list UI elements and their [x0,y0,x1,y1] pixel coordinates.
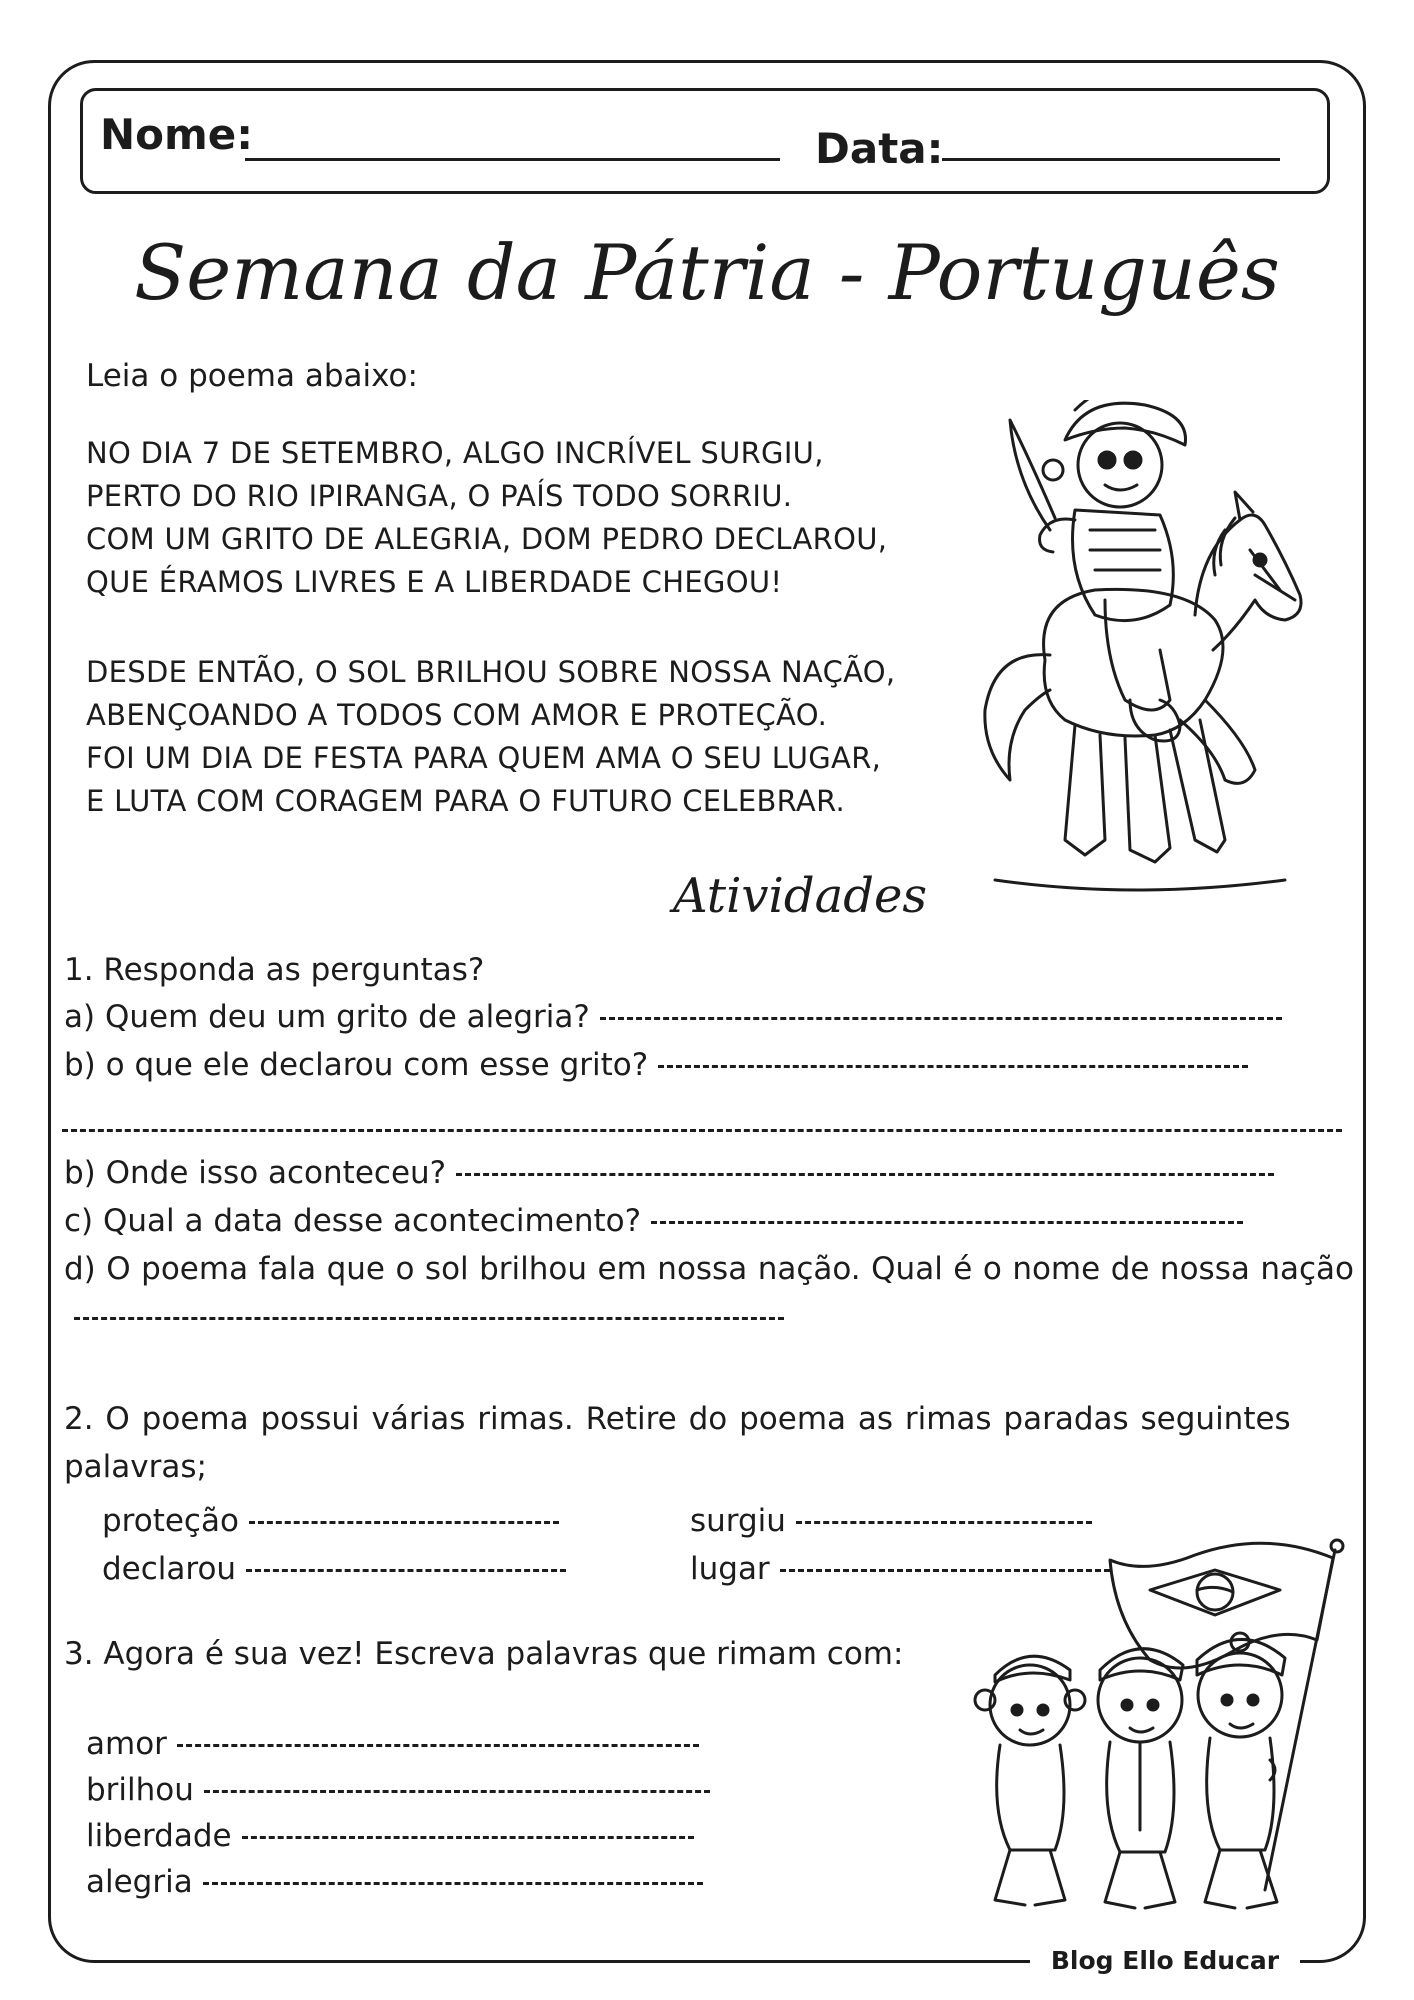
q1b-text: b) o que ele declarou com esse grito? [64,1047,649,1083]
children-marching-with-flag-illustration [935,1530,1355,1930]
q2-item-declarou [102,1545,566,1593]
poem-stanza-2 [86,651,895,823]
q1b2-row [64,1149,1274,1197]
q3-word: brilhou [86,1772,194,1808]
q1-heading: 1. Responda as perguntas? [64,952,485,988]
q3-word: amor [86,1726,167,1762]
q1b-answer-line-2[interactable] [62,1129,1342,1132]
q1a-row [64,993,1282,1041]
poem-line: E LUTA COM CORAGEM PARA O FUTURO CELEBRAR. [86,784,846,818]
q2-word: declarou [102,1551,237,1587]
header-box [80,88,1330,194]
q1a-text: a) Quem deu um grito de alegria? [64,999,590,1035]
q2-text: 2. O poema possui várias rimas. Retire do poema as rimas paradas seguintes palavras; [64,1401,1291,1485]
name-field[interactable] [245,158,780,161]
poem-line: NO DIA 7 DE SETEMBRO, ALGO INCRÍVEL SURGIU, [86,436,824,470]
q1b-row [64,1041,1248,1089]
q1b2-answer-line[interactable] [456,1173,1274,1176]
poem-line: ABENÇOANDO A TODOS COM AMOR E PROTEÇÃO. [86,698,828,732]
q1b-answer-line[interactable] [658,1065,1248,1068]
q2-answer-line[interactable] [249,1521,559,1524]
q2-word: proteção [102,1503,239,1539]
q1d-answer-line[interactable] [74,1317,784,1320]
q3-item-brilhou [86,1766,710,1814]
q1d-text: d) O poema fala que o sol brilhou em nossa nação. Qual é o nome de nossa nação [64,1251,1354,1287]
boy-on-horse-illustration [955,400,1315,900]
q3-answer-line[interactable] [242,1836,694,1839]
q1c-answer-line[interactable] [651,1221,1243,1224]
q1d-row [64,1245,1354,1341]
poem-line: QUE ÉRAMOS LIVRES E A LIBERDADE CHEGOU! [86,565,783,599]
q3-item-amor [86,1720,699,1768]
name-label: Nome: [100,110,254,159]
q1b2-text: b) Onde isso aconteceu? [64,1155,447,1191]
q3-text: 3. Agora é sua vez! Escreva palavras que rimam com: [64,1636,904,1672]
q2-answer-line[interactable] [796,1521,1092,1524]
poem-intro: Leia o poema abaixo: [86,358,418,394]
footer-credit: Blog Ello Educar [1050,1946,1280,1975]
q1c-text: c) Qual a data desse acontecimento? [64,1203,642,1239]
q3-word: liberdade [86,1818,232,1854]
q2-item-protecao [102,1497,559,1545]
date-label: Data: [815,124,944,173]
poem-line: COM UM GRITO DE ALEGRIA, DOM PEDRO DECLAROU, [86,522,888,556]
page-title: Semana da Pátria - Português [134,228,1280,317]
poem-line: PERTO DO RIO IPIRANGA, O PAÍS TODO SORRIU. [86,479,793,513]
q2-word: lugar [690,1551,770,1587]
poem-line: DESDE ENTÃO, O SOL BRILHOU SOBRE NOSSA NAÇÃO, [86,655,896,689]
q3-word: alegria [86,1864,193,1900]
date-field[interactable] [942,158,1280,161]
q2-answer-line[interactable] [246,1569,566,1572]
q3-item-alegria [86,1858,703,1906]
q3-answer-line[interactable] [204,1790,710,1793]
q3-answer-line[interactable] [203,1882,703,1885]
q1a-answer-line[interactable] [600,1017,1282,1020]
activities-title: Atividades [672,868,928,924]
poem-stanza-1 [86,432,887,604]
q3-answer-line[interactable] [177,1744,699,1747]
q3-item-liberdade [86,1812,694,1860]
poem-line: FOI UM DIA DE FESTA PARA QUEM AMA O SEU LUGAR, [86,741,882,775]
q1c-row [64,1197,1243,1245]
q2-word: surgiu [690,1503,786,1539]
